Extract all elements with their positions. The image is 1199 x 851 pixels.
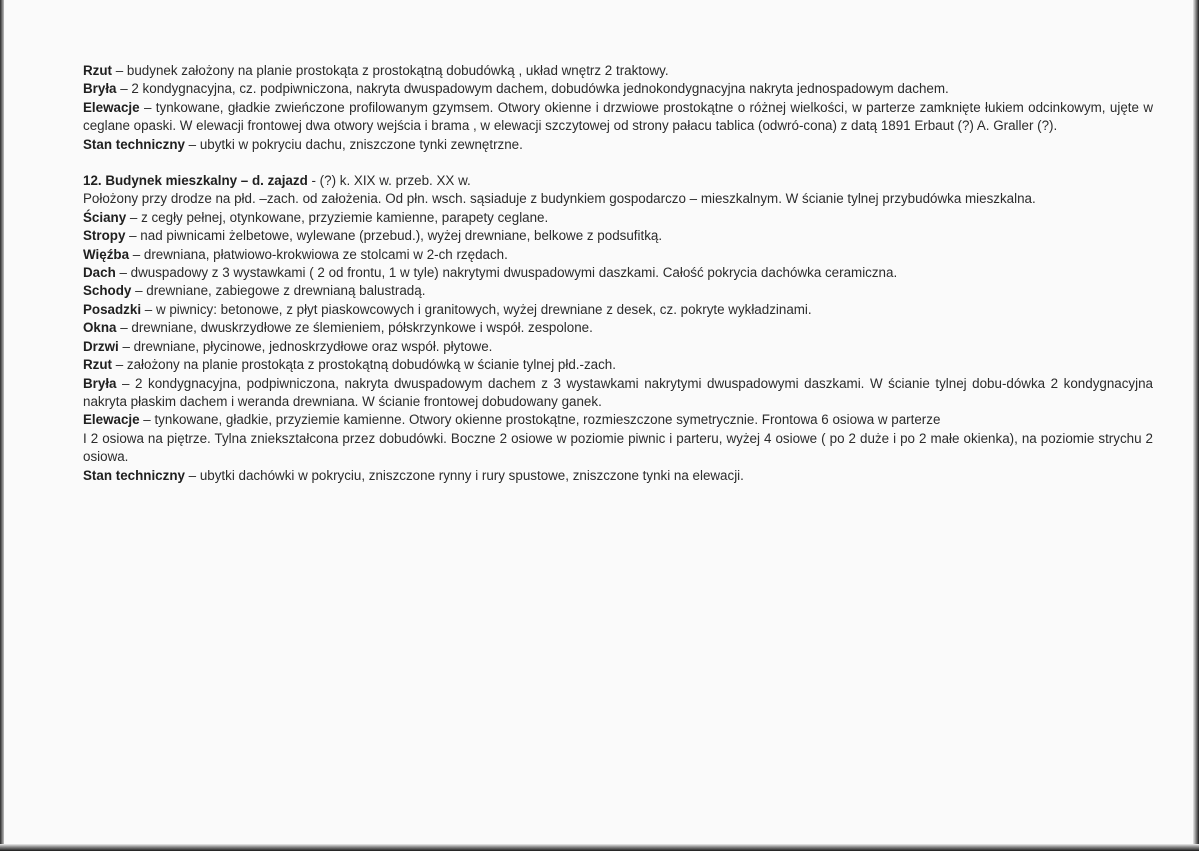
paragraph-bryla-1	[83, 80, 1153, 98]
text-bryla-1: – 2 kondygnacyjna, cz. podpiwniczona, nakryta dwuspadowym dachem, dobudówka jednokondygnacyjna nakryta jednospadowym dachem.	[116, 81, 949, 97]
text-elewacje-1: – tynkowane, gładkie zwieńczone profilowanym gzymsem. Otwory okienne i drzwiowe prostokątne o różnej wielkości, w parterze zamknięte łukiem odcinkowym, ujęte w ceglane opaski. W elewacji frontowej dwa otwory wejścia i brama , w elewacji szczytowej od strony pałacu tablica (odwró-cona) z datą 1891 Erbaut (?) A. Graller (?).	[83, 99, 1153, 134]
label-bryla-2: Bryła	[83, 375, 117, 391]
text-sciany: – z cegły pełnej, otynkowane, przyziemie kamienne, parapety ceglane.	[126, 209, 549, 225]
paragraph-dach	[83, 264, 1153, 282]
text-okna: – drewniane, dwuskrzydłowe ze ślemieniem, półskrzynkowe i współ. zespolone.	[116, 320, 593, 336]
label-bryla-1: Bryła	[83, 81, 117, 97]
scan-edge-left	[0, 0, 4, 851]
label-wiezba: Więźba	[83, 246, 130, 262]
label-stan-2: Stan techniczny	[83, 467, 185, 483]
label-elewacje-2: Elewacje	[83, 412, 140, 428]
paragraph-elewacje-2	[83, 411, 1153, 466]
document-body	[83, 62, 1153, 485]
label-sciany: Ściany	[83, 209, 127, 225]
paragraph-rzut-1	[83, 62, 1153, 80]
scan-edge-bottom	[0, 844, 1199, 851]
paragraph-schody	[83, 282, 1153, 300]
paragraph-location: Położony przy drodze na płd. –zach. od założenia. Od płn. wsch. sąsiaduje z budynkiem gospodarczo – mieszkalnym. W ścianie tylnej przybudówka mieszkalna.	[83, 191, 1036, 207]
text-rzut-2: – założony na planie prostokąta z prostokątną dobudówką w ścianie tylnej płd.-zach.	[112, 357, 616, 373]
label-elewacje-1: Elewacje	[83, 99, 140, 115]
scan-edge-right	[1193, 0, 1199, 851]
paragraph-okna	[83, 319, 1153, 337]
label-schody: Schody	[83, 283, 132, 299]
text-drzwi: – drewniane, płycinowe, jednoskrzydłowe oraz współ. płytowe.	[118, 338, 493, 354]
text-dach: – dwuspadowy z 3 wystawkami ( 2 od frontu, 1 w tyle) nakrytymi dwuspadowymi daszkami. Całość pokrycia dachówka ceramiczna.	[115, 265, 898, 281]
text-elewacje-2-line1: – tynkowane, gładkie, przyziemie kamienne. Otwory okienne prostokątne, rozmieszczone symetrycznie. Frontowa 6 osiowa w parterze	[139, 412, 941, 428]
paragraph-drzwi	[83, 338, 1153, 356]
label-stan-1: Stan techniczny	[83, 136, 185, 152]
text-elewacje-2-line2: I 2 osiowa na piętrze. Tylna zniekształcona przez dobudówki. Boczne 2 osiowe w poziomie piwnic i parteru, wyżej 4 osiowe ( po 2 duże i po 2 małe okienka), na poziomie strychu 2 osiowa.	[83, 430, 1153, 465]
paragraph-elewacje-1	[83, 99, 1153, 136]
text-schody: – drewniane, zabiegowe z drewnianą balustradą.	[131, 283, 426, 299]
paragraph-stan-1	[83, 136, 1153, 154]
section-heading	[83, 172, 1153, 190]
paragraph-stropy	[83, 227, 1153, 245]
section-gap	[83, 154, 1153, 172]
paragraph-rzut-2	[83, 356, 1153, 374]
text-stan-1: – ubytki w pokryciu dachu, zniszczone tynki zewnętrzne.	[184, 136, 523, 152]
paragraph-wiezba	[83, 246, 1153, 264]
paragraph-posadzki	[83, 301, 1153, 319]
text-wiezba: – drewniana, płatwiowo-krokwiowa ze stolcami w 2-ch rzędach.	[129, 246, 508, 262]
label-stropy: Stropy	[83, 228, 126, 244]
label-dach: Dach	[83, 265, 116, 281]
text-stan-2: – ubytki dachówki w pokryciu, zniszczone rynny i rury spustowe, zniszczone tynki na elewacji.	[184, 467, 744, 483]
text-bryla-2: – 2 kondygnacyjna, podpiwniczona, nakryta dwuspadowym dachem z 3 wystawkami nakrytymi dwuspadowymi daszkami. W ścianie tylnej dobu-dówka 2 kondygnacyjna nakryta płaskim dachem i weranda drewniana. W ścianie frontowej dobudowany ganek.	[83, 375, 1153, 409]
text-rzut-1: – budynek założony na planie prostokąta z prostokątną dobudówką , układ wnętrz 2 traktowy.	[112, 63, 669, 78]
paragraph-sciany	[83, 209, 1153, 227]
label-okna: Okna	[83, 320, 117, 336]
label-posadzki: Posadzki	[83, 301, 142, 317]
label-rzut-1: Rzut	[83, 63, 113, 78]
heading-date: - (?) k. XIX w. przeb. XX w.	[307, 173, 471, 189]
label-rzut-2: Rzut	[83, 357, 113, 373]
label-drzwi: Drzwi	[83, 338, 119, 354]
heading-title: 12. Budynek mieszkalny – d. zajazd	[83, 173, 308, 189]
paragraph-stan-2	[83, 467, 1153, 485]
text-stropy: – nad piwnicami żelbetowe, wylewane (przebud.), wyżej drewniane, belkowe z podsufitką.	[125, 228, 663, 244]
paragraph-bryla-2	[83, 375, 1153, 412]
text-posadzki: – w piwnicy: betonowe, z płyt piaskowcowych i granitowych, wyżej drewniane z desek, cz. pokryte wykładzinami.	[141, 301, 812, 317]
